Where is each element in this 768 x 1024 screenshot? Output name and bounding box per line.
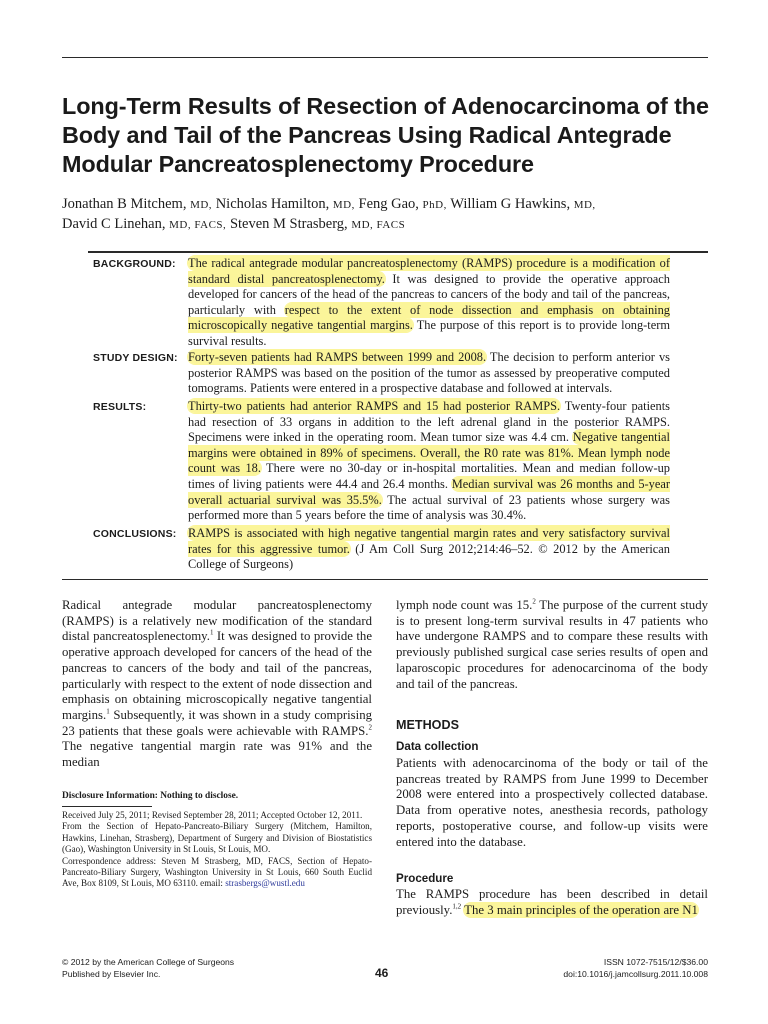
- data-collection-text: Patients with adenocarcinoma of the body or tail of the pancreas treated by RAMPS from June 1999 to December 2008 were entered into a prospectively collected database. Data from operative notes, anesthesia records, pathology reports, postoperative course, and follow-up visits were entered into the database.: [396, 756, 708, 849]
- author-degree: MD, FACS: [351, 219, 406, 231]
- citation: 2: [532, 597, 536, 606]
- body-text: lymph node count was 15.: [396, 598, 533, 612]
- author-name: David C Linehan,: [62, 216, 166, 232]
- results-text: [188, 399, 670, 524]
- abstract-text: Twenty-four patients had resection of 33 organs in addition to the left adrenal gland in the posterior RAMPS. Specimens were inked in the operating room. Mean tumor size was 4.4 cm.: [188, 399, 671, 445]
- abstract-top-rule: [88, 251, 708, 253]
- author-name: William G Hawkins,: [450, 196, 571, 212]
- body-text: Radical antegrade modular pancreatosplenectomy (RAMPS) is a relatively new modification of the standard distal pancreatosplenectomy.: [62, 598, 372, 644]
- conclusions-text: [188, 526, 670, 573]
- body-text: The negative tangential margin rate was 91% and the median: [62, 739, 372, 770]
- footnotes: [62, 810, 372, 890]
- highlighted-text: Negative tangential margins were obtained in 89% of specimens. Overall, the R0 rate was 81%. Mean lymph node count was 18.: [188, 430, 670, 476]
- conclusions-label: CONCLUSIONS:: [93, 528, 177, 540]
- page-number: 46: [375, 966, 389, 980]
- author-list: [62, 195, 708, 235]
- abstract-text: There were no 30-day or in-hospital mortalities. Mean and median follow-up times of living patients were 44.4 and 26.4 months.: [188, 461, 670, 491]
- article-title: Long-Term Results of Resection of Adenocarcinoma of the Body and Tail of the Pancreas Using Radical Antegrade Modular Pancreatosplenectomy Procedure: [62, 93, 709, 177]
- correspondence-text: Correspondence address: Steven M Strasberg, MD, FACS, Section of Hepato-Pancreato-Biliary Surgery, Washington University in St Louis, 660 South Euclid Ave, Box 8109, St Louis, MO 63110. email:: [62, 855, 372, 889]
- affiliation: From the Section of Hepato-Pancreato-Biliary Surgery (Mitchem, Hamilton, Hawkins, Linehan, Strasberg), Department of Surgery and Division of Biostatistics (Gao), Washington University in St Louis, St Louis, MO.: [62, 821, 372, 855]
- citation: 1: [209, 629, 214, 638]
- author-name: Feng Gao,: [358, 196, 419, 212]
- background-label: BACKGROUND:: [93, 258, 176, 270]
- data-collection-heading: Data collection: [396, 740, 479, 753]
- abstract-text: (J Am Coll Surg 2012;214:46–52. © 2012 by the American College of Surgeons): [188, 541, 670, 572]
- publisher: Published by Elsevier Inc.: [62, 969, 161, 979]
- study-design-text: [188, 350, 670, 397]
- correspondence: [62, 856, 372, 890]
- highlighted-text: Thirty-two patients had anterior RAMPS and 15 had posterior RAMPS.: [188, 399, 561, 413]
- abstract-text: The decision to perform anterior vs posterior RAMPS was based on the position of the tumor as assessed by preoperative computed tomograms. Patients were entered in a prospective database and followed at intervals.: [188, 350, 670, 396]
- top-rule: [62, 57, 708, 58]
- methods-heading: METHODS: [396, 718, 459, 732]
- citation: 2: [368, 723, 372, 732]
- body-text: The purpose of the current study is to present long-term survival results in 47 patients who have undergone RAMPS and to compare these results with previously published surgical case series results of open and laparoscopic procedures for adenocarcinoma of the body and tail of the pancreas.: [396, 598, 708, 691]
- copyright: © 2012 by the American College of Surgeons: [62, 957, 235, 967]
- procedure-heading: Procedure: [396, 872, 454, 885]
- disclosure: Disclosure Information: Nothing to disclose.: [62, 791, 239, 801]
- study-design-label: STUDY DESIGN:: [93, 352, 178, 364]
- received-dates: Received July 25, 2011; Revised September 28, 2011; Accepted October 12, 2011.: [62, 810, 363, 820]
- citation: 1: [106, 707, 110, 716]
- body-left-column: [62, 598, 372, 771]
- author-degree: MD,: [332, 199, 355, 211]
- highlighted-text: The radical antegrade modular pancreatosplenectomy (RAMPS) procedure is a modification of standard distal pancreatosplenectomy.: [188, 256, 670, 286]
- footnote-rule: [62, 806, 152, 807]
- highlighted-text: Median survival was 26 months and 5-year overall actuarial survival was 35.5%.: [188, 476, 670, 507]
- body-right-column: [396, 598, 708, 692]
- author-name: Nicholas Hamilton,: [215, 196, 330, 212]
- footer-left: [62, 956, 234, 980]
- issn: ISSN 1072-7515/12/$36.00: [603, 957, 708, 967]
- highlighted-text: respect to the extent of node dissection and emphasis on obtaining microscopically negative tangential margins.: [188, 302, 670, 333]
- abstract-text: The actual survival of 23 patients whose surgery was performed more than 5 years before the time of analysis was 30.4%.: [188, 492, 670, 523]
- results-label: RESULTS:: [93, 401, 147, 413]
- author-name: Steven M Strasberg,: [229, 216, 348, 232]
- author-degree: PhD,: [422, 199, 447, 211]
- author-degree: MD, FACS,: [169, 219, 227, 231]
- body-text: It was designed to provide the operative approach developed for cancers of the head of the pancreas to cancers of the body and tail of the pancreas, particularly with respect to the extent of node dissection and emphasis on obtaining microscopically negative tangential margins.: [62, 629, 372, 722]
- author-name: Jonathan B Mitchem,: [62, 196, 187, 212]
- abstract-text: It was designed to provide the operative approach developed for cancers of the head of the pancreas to cancers of the body and tail of the pancreas, particularly with: [188, 271, 671, 317]
- author-degree: MD,: [573, 199, 596, 211]
- author-degree: MD,: [190, 199, 213, 211]
- abstract-bottom-rule: [62, 579, 708, 580]
- doi: doi:10.1016/j.jamcollsurg.2011.10.008: [563, 969, 708, 979]
- email-link[interactable]: strasbergs@wustl.edu: [225, 878, 305, 889]
- background-text: [188, 256, 670, 350]
- body-text: The RAMPS procedure has been described in detail previously.: [396, 887, 708, 917]
- highlighted-text: Forty-seven patients had RAMPS between 1999 and 2008.: [188, 350, 487, 364]
- citation: 1,2: [452, 902, 462, 911]
- procedure-text: [396, 887, 708, 918]
- abstract-text: The purpose of this report is to provide long-term survival results.: [188, 318, 670, 348]
- highlighted-text: RAMPS is associated with high negative tangential margin rates and very satisfactory survival rates for this aggressive tumor.: [188, 526, 670, 556]
- highlighted-text: The 3 main principles of the operation are N1: [464, 902, 698, 917]
- footer-right: [563, 956, 708, 980]
- body-text: Subsequently, it was shown in a study comprising 23 patients that these goals were achievable with RAMPS.: [62, 707, 372, 738]
